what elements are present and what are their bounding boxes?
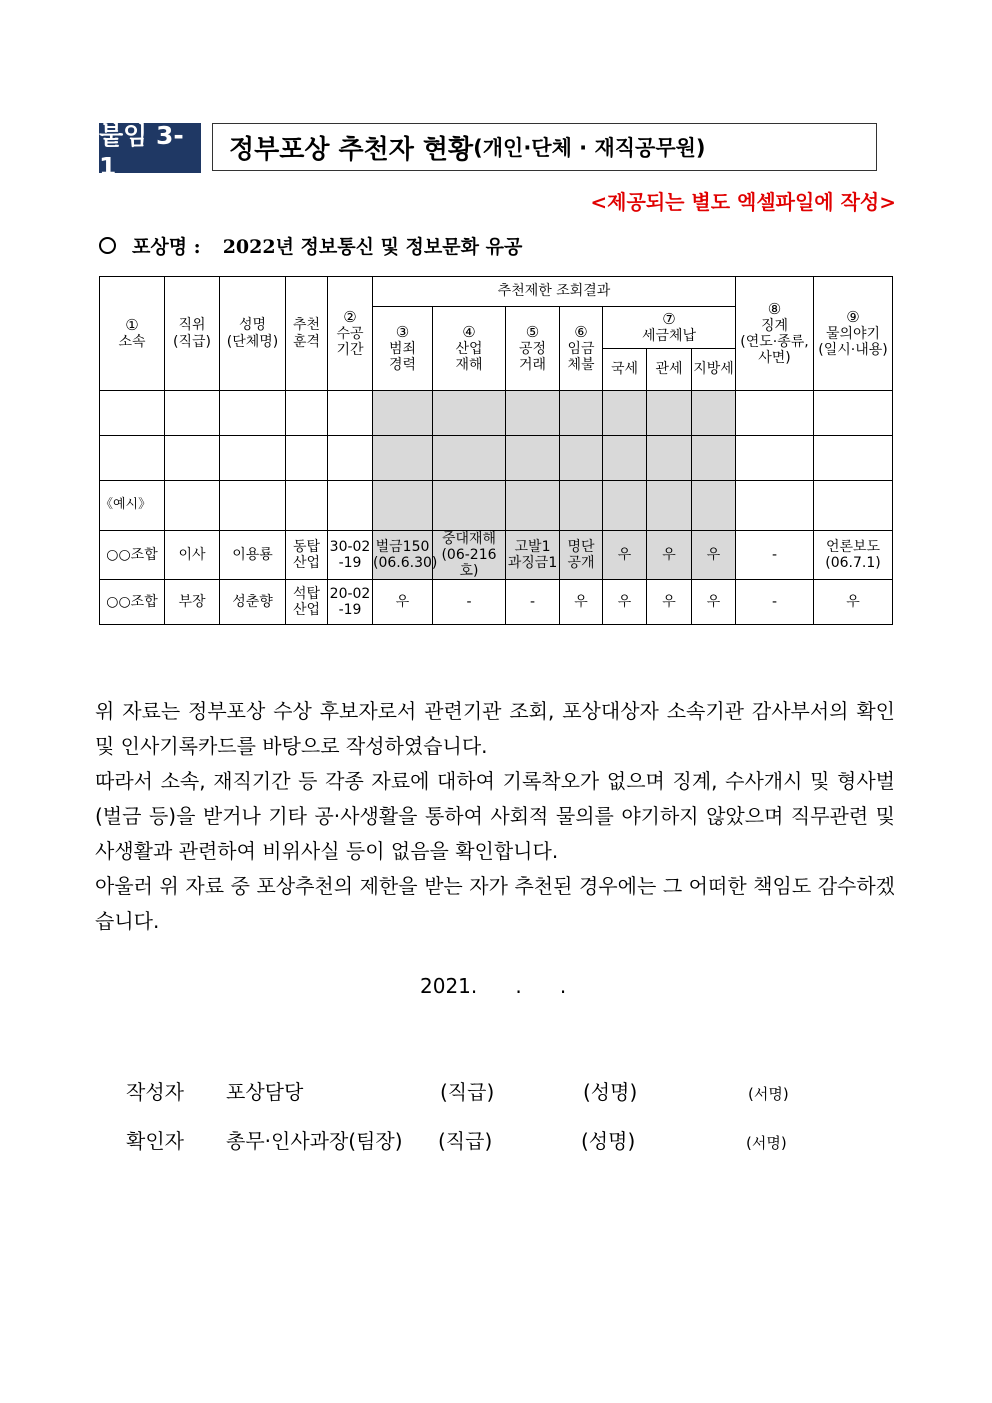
header-customs: 관세: [647, 349, 692, 391]
table-row: [100, 481, 893, 531]
writer-name: (성명): [583, 1080, 638, 1104]
title-row: [99, 120, 879, 181]
checker-sign: (서명): [746, 1134, 787, 1152]
header-name: 성명 (단체명): [220, 277, 286, 391]
header-controversy: ⑨ 물의야기 (일시·내용): [814, 277, 893, 391]
example-label: 《예시》: [100, 481, 165, 531]
paragraph: 아울러 위 자료 중 포상추천의 제한을 받는 자가 추천된 경우에는 그 어떠한 책임도 감수하겠습니다.: [95, 874, 895, 933]
table-row: ○○조합 이사 이용룡 동탑 산업 30-02 -19 벌금150 (06.6.30) 중대재해 (06-216호) 고발1 과징금1 명단 공개 우 우 우 - 언론보도 (06.7.1): [100, 531, 893, 580]
header-discipline: ⑧ 징계 (연도·종류, 사면): [736, 277, 814, 391]
checker-rank: (직급): [438, 1129, 493, 1153]
nominee-table: [99, 276, 893, 625]
header-restriction-group: 추천제한 조회결과: [373, 277, 736, 307]
table-row: [100, 391, 893, 436]
paragraph: 위 자료는 정부포상 수상 후보자로서 관련기관 조회, 포상대상자 소속기관 감사부서의 확인 및 인사기록카드를 바탕으로 작성하였습니다.: [95, 699, 895, 758]
header-fair-trade: ⑤ 공정 거래: [506, 307, 560, 391]
checker-role: 확인자: [126, 1129, 184, 1153]
header-industrial-accident: ④ 산업 재해: [433, 307, 506, 391]
writer-title: 포상담당: [226, 1080, 304, 1104]
confirmation-text: [95, 694, 895, 939]
writer-sign: (서명): [748, 1085, 789, 1103]
award-name: 2022년 정보통신 및 정보문화 유공: [222, 236, 523, 258]
header-service-period: ② 수공 기간: [328, 277, 373, 391]
award-label: 포상명 :: [132, 236, 201, 258]
circle-bullet-icon: [99, 237, 116, 254]
table-row: [100, 436, 893, 481]
checker-title: 총무·인사과장(팀장): [226, 1129, 403, 1153]
excel-note: <제공되는 별도 엑셀파일에 작성>: [590, 190, 896, 214]
header-criminal-record: ③ 범죄 경력: [373, 307, 433, 391]
header-position: 직위 (직급): [165, 277, 220, 391]
table-row: ○○조합 부장 성춘향 석탑 산업 20-02 -19 우 - - 우 우 우 우 - 우: [100, 580, 893, 625]
attachment-badge: 붙임 3-1: [99, 123, 201, 173]
page-title: 정부포상 추천자 현황: [229, 134, 474, 165]
page-subtitle: (개인·단체 · 재직공무원): [473, 136, 706, 160]
title-box: [212, 123, 877, 171]
header-local-tax: 지방세: [692, 349, 736, 391]
header-award-grade: 추천 훈격: [286, 277, 328, 391]
header-wage-arrears: ⑥ 임금 체불: [560, 307, 603, 391]
paragraph: 따라서 소속, 재직기간 등 각종 자료에 대하여 기록착오가 없으며 징계, 수사개시 및 형사벌(벌금 등)을 받거나 기타 공·사생활을 통하여 사회적 물의를 야기하지 않았으며 직무관련 및 사생활과 관련하여 비위사실 등이 없음을 확인합니다.: [95, 769, 895, 863]
writer-rank: (직급): [440, 1080, 495, 1104]
header-affiliation: ① 소속: [100, 277, 165, 391]
checker-name: (성명): [581, 1129, 636, 1153]
date-line: 2021. . .: [420, 974, 567, 998]
award-line: [99, 232, 522, 259]
writer-role: 작성자: [126, 1080, 184, 1104]
header-national-tax: 국세: [603, 349, 647, 391]
header-tax-arrears: ⑦ 세금체납: [603, 307, 736, 349]
